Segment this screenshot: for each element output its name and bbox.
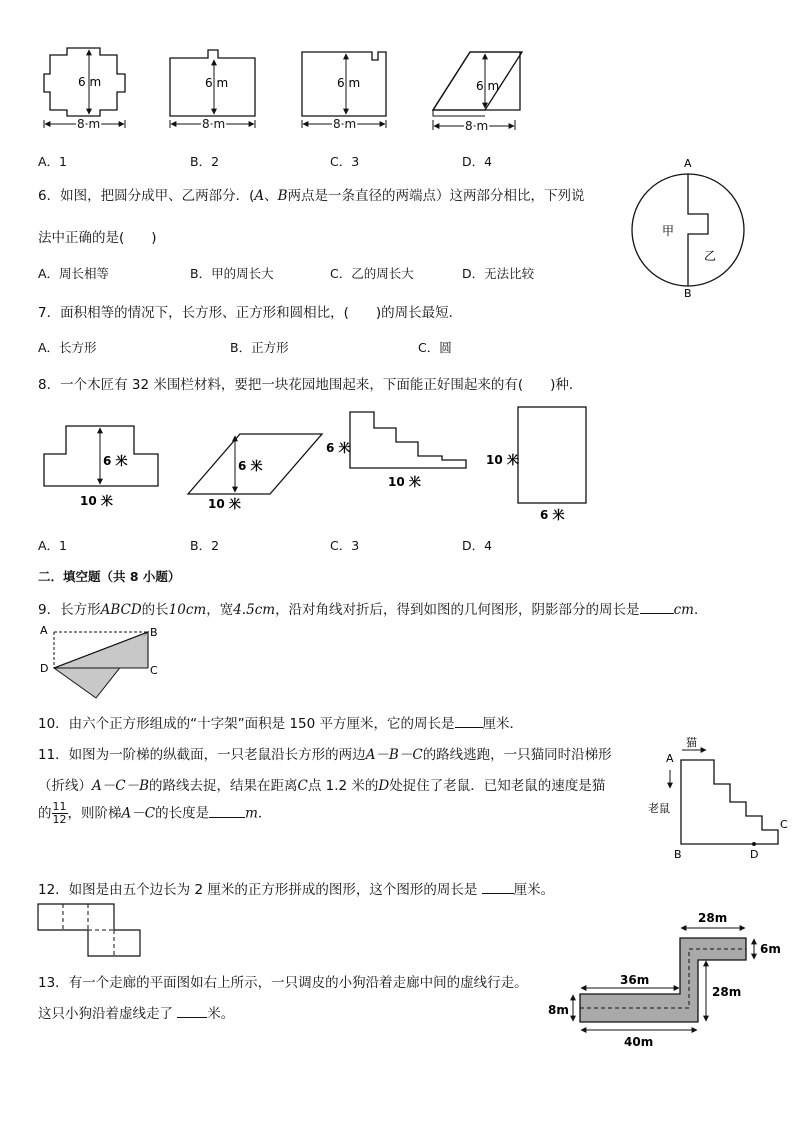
q8-figure-1: [44, 426, 158, 508]
q5-fig2-width: 8 m: [202, 117, 226, 131]
q6-circle-figure: [626, 154, 756, 304]
q13-dim-right-small: 6m: [760, 942, 781, 956]
q10-answer-blank[interactable]: [455, 727, 483, 728]
q5-option-a[interactable]: A．1: [38, 154, 68, 169]
q5-fig1-height: 6 m: [78, 75, 102, 89]
q5-option-b[interactable]: B．2: [190, 154, 220, 169]
q6-label-yi: 乙: [704, 249, 717, 263]
q13-answer-blank[interactable]: [177, 1017, 207, 1018]
q12-squares-figure: [36, 902, 146, 960]
q5-figure-2: [170, 50, 255, 131]
q8-fig2-width: 10 米: [208, 497, 241, 511]
q8-fig3-width: 10 米: [388, 475, 421, 489]
q6-label-b: B: [684, 287, 692, 300]
q11-label-cat: 猫: [686, 736, 697, 749]
q8-fig3-height: 6 米: [326, 441, 351, 455]
q8-option-b[interactable]: B．2: [190, 538, 220, 553]
q10-text: 10．由六个正方形组成的“十字架”面积是 150 平方厘米，它的周长是 厘米．: [38, 716, 524, 732]
q7-option-b[interactable]: B．正方形: [230, 340, 289, 355]
q11-fraction: $\frac{11}{12}$: [52, 800, 67, 826]
q6-label-jia: 甲: [662, 224, 675, 238]
q8-fig1-height: 6 米: [103, 454, 128, 468]
q11-label-b: B: [674, 848, 682, 861]
q5-fig4-width: 8 m: [465, 119, 489, 133]
section-2-title: 二．填空题（共 8 小题）: [38, 569, 181, 584]
q6-option-d[interactable]: D．无法比较: [462, 266, 535, 281]
q8-figure-4: [486, 407, 586, 522]
q9-fold-figure: [36, 622, 166, 702]
q7-option-c[interactable]: C．圆: [418, 340, 452, 355]
q6-label-a: A: [684, 157, 692, 170]
q11-stair-figure: [646, 732, 794, 864]
q11-text-line2: （折线）A－C－B的路线去捉，结果在距离C点 1.2 米的D处捉住了老鼠．已知老鼠的速度是猫: [38, 778, 606, 794]
q11-label-c: C: [780, 818, 788, 831]
q7-text: 7．面积相等的情况下，长方形、正方形和圆相比，( )的周长最短．: [38, 305, 463, 321]
q8-fig4-height: 10 米: [486, 453, 519, 467]
q8-fig4-width: 6 米: [540, 508, 565, 522]
q12-text: 12．如图是由五个边长为 2 厘米的正方形拼成的图形，这个图形的周长是 厘米。: [38, 882, 555, 898]
q11-label-a: A: [666, 752, 674, 765]
q13-text-line1: 13．有一个走廊的平面图如右上所示，一只调皮的小狗沿着走廊中间的虚线行走。: [38, 975, 528, 991]
q9-label-c: C: [150, 664, 158, 677]
q13-dim-right-tall: 28m: [712, 985, 742, 999]
q11-label-mouse: 老鼠: [648, 802, 670, 815]
q6-option-a[interactable]: A．周长相等: [38, 266, 110, 281]
q9-label-d: D: [40, 662, 49, 675]
q9-answer-blank[interactable]: [640, 613, 674, 614]
q8-figures: [30, 398, 610, 528]
q5-option-c[interactable]: C．3: [330, 154, 360, 169]
q13-dim-left: 8m: [548, 1003, 569, 1017]
q6-option-c[interactable]: C．乙的周长大: [330, 266, 414, 281]
q13-corridor-figure: [540, 906, 786, 1052]
q13-dim-top: 28m: [698, 911, 728, 925]
q8-fig2-height: 6 米: [238, 459, 263, 473]
q8-option-a[interactable]: A．1: [38, 538, 68, 553]
q9-label-a: A: [40, 624, 48, 637]
q11-text-line3: 的 $\frac{11}{12}$ ，则阶梯A－C的长度是 m．: [38, 800, 272, 826]
q5-fig3-height: 6 m: [337, 76, 361, 90]
q5-figure-3: [302, 52, 386, 131]
q5-fig1-width: 8 m: [77, 117, 101, 131]
q11-text-line1: 11．如图为一阶梯的纵截面，一只老鼠沿长方形的两边A－B－C的路线逃跑，一只猫同时沿梯形: [38, 747, 612, 763]
q13-text-line2: 这只小狗沿着虚线走了 米。: [38, 1006, 235, 1022]
q9-text: 9．长方形ABCD的长10cm，宽4.5cm，沿对角线对折后，得到如图的几何图形，阴影部分的周长是 cm．: [38, 602, 708, 618]
q5-fig3-width: 8 m: [333, 117, 357, 131]
q13-dim-bottom: 40m: [624, 1035, 654, 1049]
q13-dim-mid: 36m: [620, 973, 650, 987]
q11-label-d: D: [750, 848, 759, 861]
q5-figure-4: [433, 52, 522, 133]
q9-label-b: B: [150, 626, 158, 639]
q8-fig1-width: 10 米: [80, 494, 113, 508]
q12-answer-blank[interactable]: [482, 893, 514, 894]
q6-option-b[interactable]: B．甲的周长大: [190, 266, 274, 281]
q8-option-c[interactable]: C．3: [330, 538, 360, 553]
q8-option-d[interactable]: D．4: [462, 538, 493, 553]
q7-option-a[interactable]: A．长方形: [38, 340, 97, 355]
q8-figure-2: [188, 434, 322, 511]
q6-text-line2: 法中正确的是( ): [38, 230, 157, 246]
q11-answer-blank[interactable]: [209, 817, 245, 818]
q6-text-line1: 6．如图，把圆分成甲、乙两部分．(A、B两点是一条直径的两端点）这两部分相比，下列说: [38, 188, 585, 204]
q5-figures: [30, 40, 550, 140]
q5-option-d[interactable]: D．4: [462, 154, 493, 169]
q8-text: 8．一个木匠有 32 米围栏材料，要把一块花园地围起来，下面能正好围起来的有( )种．: [38, 377, 583, 393]
q5-fig4-height: 6 m: [476, 79, 500, 93]
q5-figure-1: [44, 48, 125, 131]
q8-figure-3: [326, 412, 466, 489]
q5-fig2-height: 6 m: [205, 76, 229, 90]
